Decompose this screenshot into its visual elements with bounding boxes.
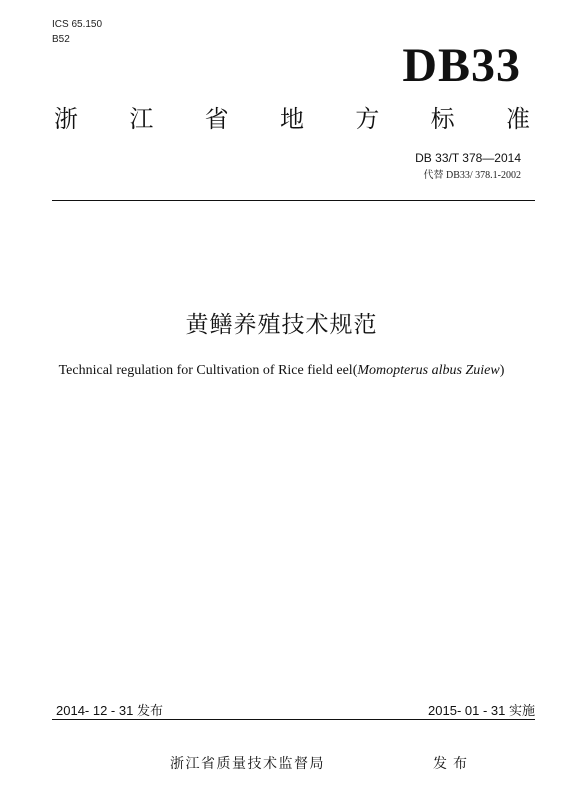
standard-kind-char: 省 (204, 105, 229, 133)
issue-action: 发布 (433, 756, 473, 772)
standard-number: DB 33/T 378—2014 (415, 151, 521, 165)
replaces-standard: 代替 DB33/ 378.1-2002 (423, 170, 521, 181)
classification-block (52, 17, 102, 47)
standard-kind-heading (54, 104, 530, 134)
title-english-main: Technical regulation for Cultivation of Rice field eel( (58, 363, 358, 378)
standard-kind-char: 江 (129, 105, 154, 133)
implementation-date: 2015- 01 - 31 实施 (428, 703, 535, 718)
ics-code: ICS 65.150 (52, 19, 103, 30)
issuing-authority: 浙江省质量技术监督局 (170, 756, 325, 772)
standard-kind-char: 标 (430, 105, 455, 133)
standard-kind-char: 方 (355, 105, 380, 133)
standard-kind-char: 准 (505, 105, 530, 133)
standard-code-mark: DB33 (402, 39, 521, 92)
top-divider (52, 200, 535, 201)
issue-date: 2014- 12 - 31 发布 (56, 703, 163, 718)
bottom-divider (52, 719, 535, 720)
title-english-close: ) (499, 363, 505, 378)
standard-kind-char: 地 (279, 105, 304, 133)
title-chinese: 黄鳝养殖技术规范 (185, 312, 378, 338)
ccs-code: B52 (52, 34, 70, 45)
standard-kind-char: 浙 (54, 105, 78, 133)
title-english (0, 362, 563, 380)
title-english-latin-name: Momopterus albus Zuiew (357, 363, 500, 378)
